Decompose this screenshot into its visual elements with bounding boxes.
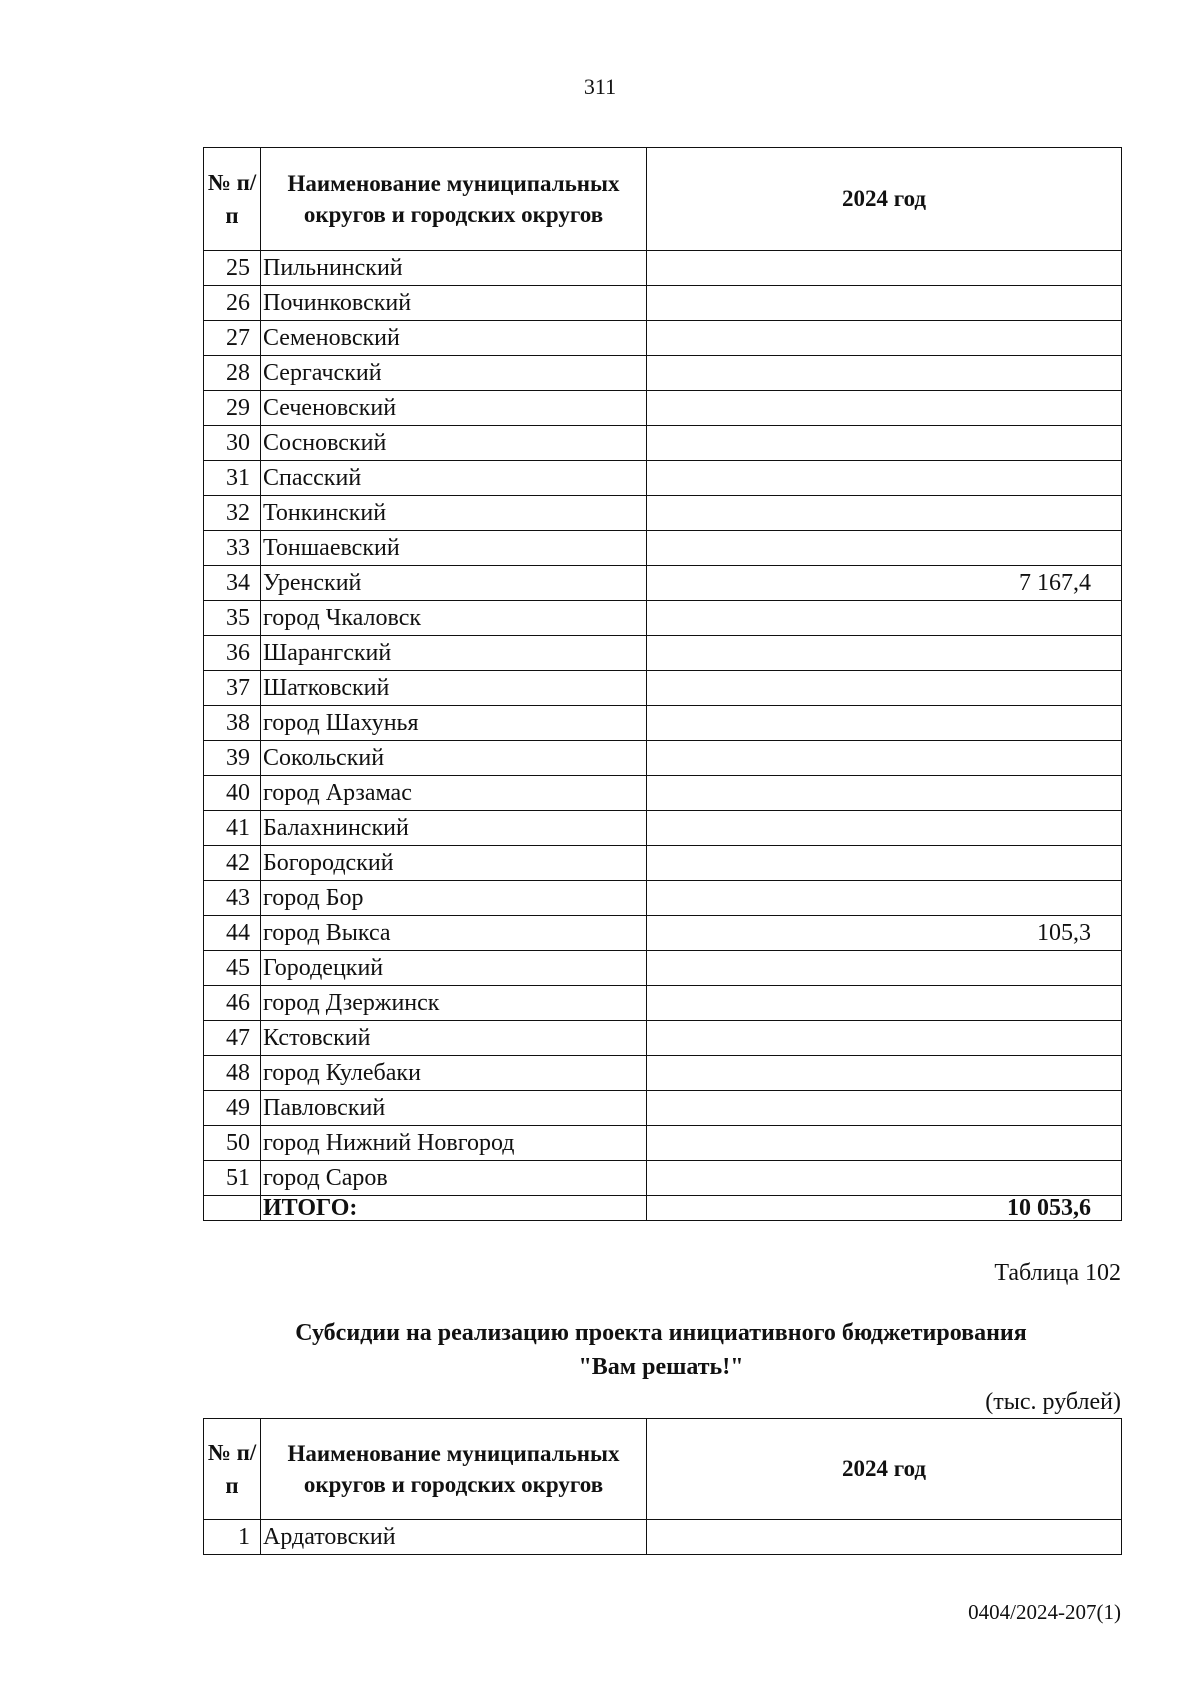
municipality-name: Сергачский [261, 356, 647, 391]
amount-cell [647, 776, 1122, 811]
total-value: 10 053,6 [647, 1196, 1122, 1221]
table-row [204, 601, 1122, 636]
table-title [0, 1317, 1200, 1384]
amount-cell [647, 706, 1122, 741]
table-row [204, 1126, 1122, 1161]
table-caption: Таблица 102 [994, 1260, 1121, 1286]
table-header-row [204, 148, 1122, 251]
total-label: ИТОГО: [261, 1196, 647, 1221]
table-row [204, 671, 1122, 706]
table-row [204, 881, 1122, 916]
municipality-name: Шатковский [261, 671, 647, 706]
table-row [204, 426, 1122, 461]
initiative-budget-table [203, 1418, 1122, 1555]
total-row [204, 1196, 1122, 1221]
row-number: 34 [204, 566, 261, 601]
row-number: 46 [204, 986, 261, 1021]
municipality-name: Уренский [261, 566, 647, 601]
municipality-name: город Нижний Новгород [261, 1126, 647, 1161]
municipality-name: Пильнинский [261, 251, 647, 286]
municipality-name: город Саров [261, 1161, 647, 1196]
table-row [204, 986, 1122, 1021]
table-row [204, 1091, 1122, 1126]
amount-cell [647, 1126, 1122, 1161]
table-title-line-2: "Вам решать!" [578, 1353, 744, 1380]
row-number: 47 [204, 1021, 261, 1056]
table-row [204, 496, 1122, 531]
municipality-name: Семеновский [261, 321, 647, 356]
row-number: 41 [204, 811, 261, 846]
amount-cell [647, 391, 1122, 426]
municipality-name: Кстовский [261, 1021, 647, 1056]
table-title-line-1: Субсидии на реализацию проекта инициативного бюджетирования [295, 1320, 1027, 1346]
row-number: 37 [204, 671, 261, 706]
table-row [204, 636, 1122, 671]
municipality-name: Балахнинский [261, 811, 647, 846]
amount-cell [647, 811, 1122, 846]
amount-cell [647, 951, 1122, 986]
row-number: 42 [204, 846, 261, 881]
amount-cell: 105,3 [647, 916, 1122, 951]
amount-cell [647, 426, 1122, 461]
amount-cell [647, 1056, 1122, 1091]
table-row [204, 916, 1122, 951]
row-number: 49 [204, 1091, 261, 1126]
amount-cell [647, 846, 1122, 881]
header-number: № п/п [204, 1419, 261, 1520]
row-number: 45 [204, 951, 261, 986]
amount-cell [647, 636, 1122, 671]
row-number: 39 [204, 741, 261, 776]
header-number: № п/п [204, 148, 261, 251]
amount-cell [647, 496, 1122, 531]
municipality-name: Сокольский [261, 741, 647, 776]
table-row [204, 951, 1122, 986]
row-number: 27 [204, 321, 261, 356]
amount-cell: 7 167,4 [647, 566, 1122, 601]
municipality-name: город Шахунья [261, 706, 647, 741]
row-number: 50 [204, 1126, 261, 1161]
municipality-name: город Бор [261, 881, 647, 916]
amount-cell [647, 1021, 1122, 1056]
subsidy-table-continued [203, 147, 1122, 1221]
amount-cell [647, 356, 1122, 391]
amount-cell [647, 286, 1122, 321]
municipality-name: Починковский [261, 286, 647, 321]
municipality-name: Сеченовский [261, 391, 647, 426]
table-row [204, 776, 1122, 811]
row-number: 1 [204, 1520, 261, 1555]
table-row [204, 356, 1122, 391]
municipality-name: Богородский [261, 846, 647, 881]
table-row [204, 1161, 1122, 1196]
table-row [204, 531, 1122, 566]
table-row [204, 706, 1122, 741]
amount-cell [647, 321, 1122, 356]
row-number: 44 [204, 916, 261, 951]
header-name: Наименование муниципальных округов и городских округов [261, 148, 647, 251]
municipality-name: Тонкинский [261, 496, 647, 531]
municipality-name: город Кулебаки [261, 1056, 647, 1091]
unit-label: (тыс. рублей) [985, 1389, 1121, 1415]
amount-cell [647, 1161, 1122, 1196]
table-header-row [204, 1419, 1122, 1520]
table-row [204, 461, 1122, 496]
table-row [204, 811, 1122, 846]
amount-cell [647, 251, 1122, 286]
amount-cell [647, 601, 1122, 636]
amount-cell [647, 671, 1122, 706]
municipality-name: Ардатовский [261, 1520, 647, 1555]
municipality-name: Спасский [261, 461, 647, 496]
row-number: 48 [204, 1056, 261, 1091]
amount-cell [647, 1520, 1122, 1555]
municipality-name: Городецкий [261, 951, 647, 986]
table-row [204, 321, 1122, 356]
total-number-cell [204, 1196, 261, 1221]
row-number: 38 [204, 706, 261, 741]
table-row [204, 846, 1122, 881]
table-row [204, 1056, 1122, 1091]
table-row [204, 1520, 1122, 1555]
header-name: Наименование муниципальных округов и городских округов [261, 1419, 647, 1520]
row-number: 28 [204, 356, 261, 391]
amount-cell [647, 461, 1122, 496]
table-row [204, 566, 1122, 601]
amount-cell [647, 741, 1122, 776]
table-row [204, 391, 1122, 426]
row-number: 36 [204, 636, 261, 671]
amount-cell [647, 1091, 1122, 1126]
row-number: 40 [204, 776, 261, 811]
row-number: 51 [204, 1161, 261, 1196]
municipality-name: Шарангский [261, 636, 647, 671]
row-number: 29 [204, 391, 261, 426]
row-number: 26 [204, 286, 261, 321]
amount-cell [647, 986, 1122, 1021]
municipality-name: город Арзамас [261, 776, 647, 811]
table-row [204, 286, 1122, 321]
amount-cell [647, 881, 1122, 916]
municipality-name: город Чкаловск [261, 601, 647, 636]
document-code: 0404/2024-207(1) [968, 1600, 1121, 1624]
row-number: 32 [204, 496, 261, 531]
municipality-name: город Дзержинск [261, 986, 647, 1021]
municipality-name: город Выкса [261, 916, 647, 951]
table-row [204, 741, 1122, 776]
municipality-name: Павловский [261, 1091, 647, 1126]
row-number: 33 [204, 531, 261, 566]
table-row [204, 251, 1122, 286]
header-year: 2024 год [647, 148, 1122, 251]
row-number: 30 [204, 426, 261, 461]
header-year: 2024 год [647, 1419, 1122, 1520]
page-number: 311 [583, 74, 617, 99]
table-row [204, 1021, 1122, 1056]
row-number: 31 [204, 461, 261, 496]
municipality-name: Тоншаевский [261, 531, 647, 566]
row-number: 43 [204, 881, 261, 916]
row-number: 35 [204, 601, 261, 636]
amount-cell [647, 531, 1122, 566]
row-number: 25 [204, 251, 261, 286]
municipality-name: Сосновский [261, 426, 647, 461]
